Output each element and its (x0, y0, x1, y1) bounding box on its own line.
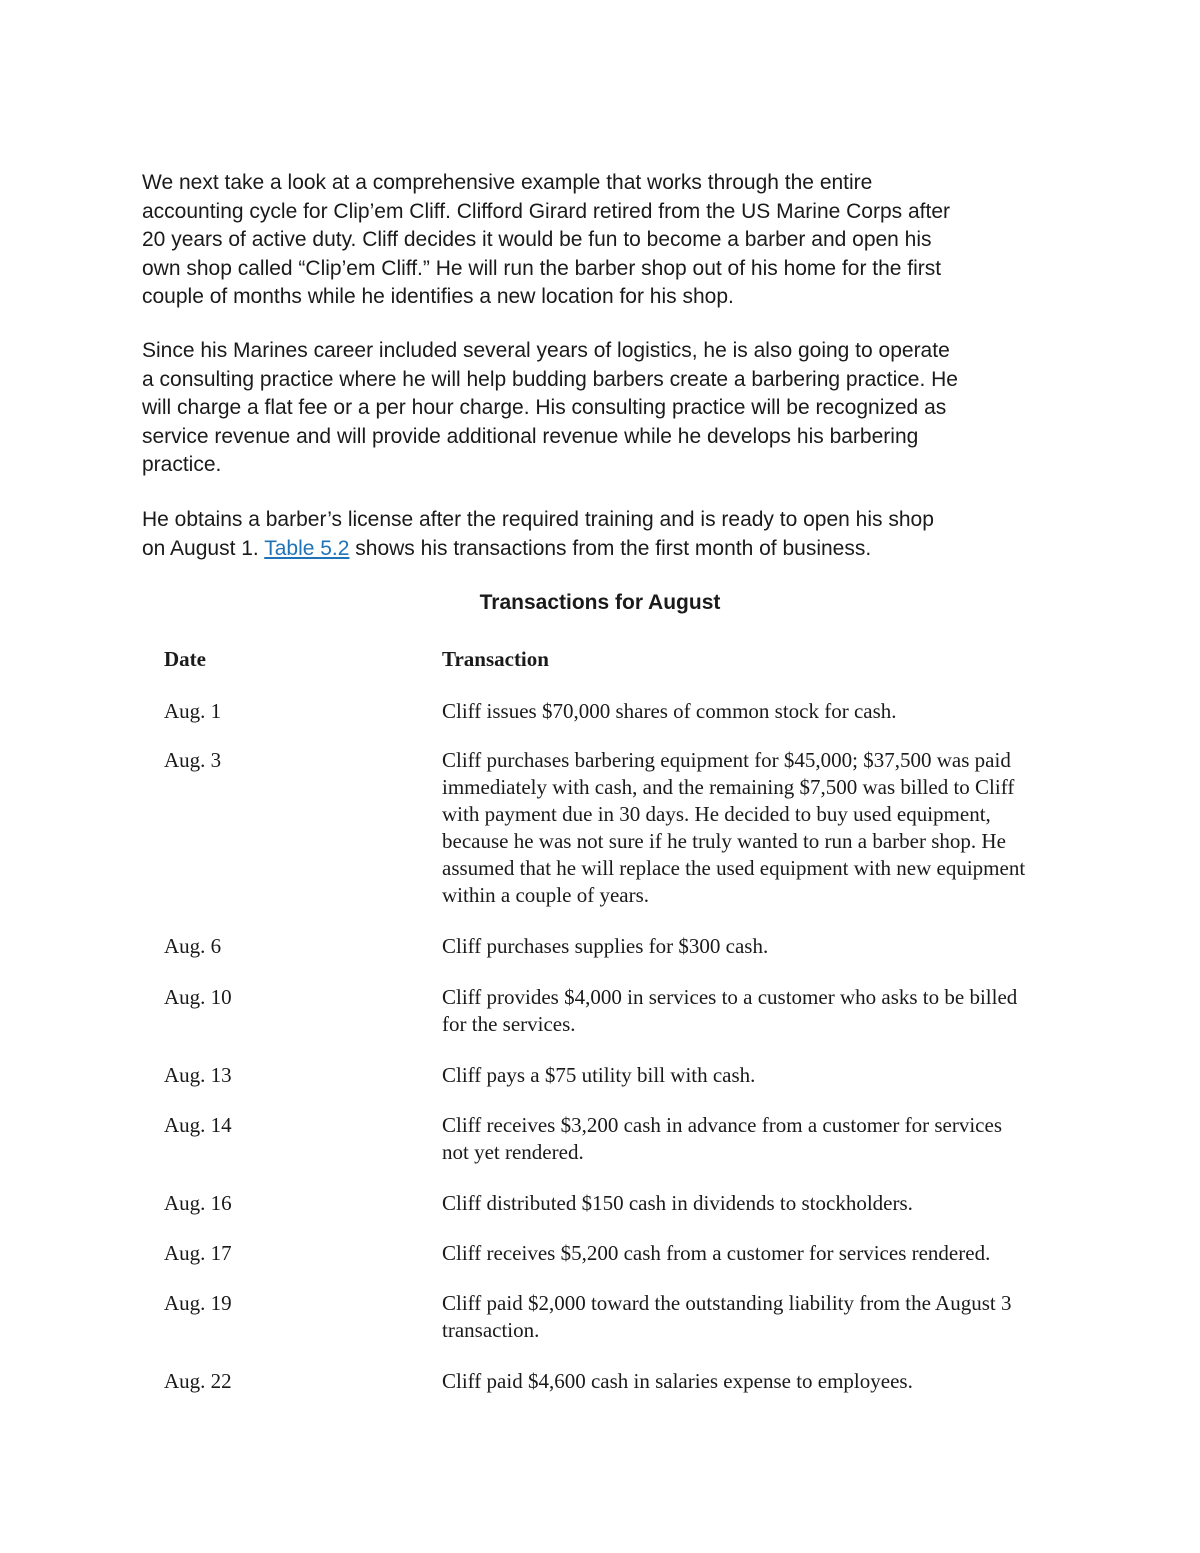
paragraph-line: a consulting practice where he will help budding barbers create a barbering practice. He (142, 367, 958, 391)
transaction-line: transaction. (442, 1318, 540, 1342)
paragraph-line: accounting cycle for Clip’em Cliff. Clifford Girard retired from the US Marine Corps after (142, 199, 951, 223)
transaction-line: with payment due in 30 days. He decided to buy used equipment, (442, 802, 991, 826)
row-transaction (442, 1368, 1122, 1395)
transaction-line: Cliff purchases barbering equipment for $45,000; $37,500 was paid (442, 748, 1011, 772)
transaction-line: Cliff paid $2,000 toward the outstanding liability from the August 3 (442, 1291, 1012, 1315)
row-transaction (442, 1062, 1122, 1089)
transaction-line: immediately with cash, and the remaining $7,500 was billed to Cliff (442, 775, 1015, 799)
row-date: Aug. 6 (164, 934, 222, 958)
row-transaction (442, 1240, 1122, 1267)
column-header-transaction: Transaction (442, 647, 549, 671)
row-date: Aug. 22 (164, 1369, 232, 1393)
transaction-line: within a couple of years. (442, 883, 650, 907)
row-transaction (442, 698, 1122, 725)
paragraph-line: own shop called “Clip’em Cliff.” He will run the barber shop out of his home for the first (142, 256, 942, 280)
intro-paragraph-2 (142, 337, 1082, 480)
row-transaction (442, 1112, 1122, 1166)
transaction-line: for the services. (442, 1012, 576, 1036)
transaction-line: assumed that he will replace the used equipment with new equipment (442, 856, 1026, 880)
row-date: Aug. 3 (164, 748, 222, 772)
column-header-date: Date (164, 647, 206, 671)
paragraph-line: He obtains a barber’s license after the required training and is ready to open his shop (142, 508, 934, 531)
paragraph-line: will charge a flat fee or a per hour charge. His consulting practice will be recognized as (142, 396, 947, 419)
row-date: Aug. 14 (164, 1113, 232, 1137)
transaction-line: not yet rendered. (442, 1140, 584, 1164)
row-date: Aug. 19 (164, 1291, 232, 1315)
row-transaction (442, 933, 1122, 960)
paragraph-line: practice. (142, 453, 222, 476)
paragraph-line: service revenue and will provide additional revenue while he develops his barbering (142, 424, 919, 448)
table-title: Transactions for August (479, 591, 721, 614)
paragraph-line: We next take a look at a comprehensive example that works through the entire (142, 171, 873, 194)
transaction-line: Cliff paid $4,600 cash in salaries expense to employees. (442, 1369, 913, 1393)
paragraph-text: shows his transactions from the first month of business. (349, 536, 872, 560)
transaction-line: Cliff receives $3,200 cash in advance from a customer for services (442, 1113, 1002, 1137)
paragraph-text: on August 1. (142, 536, 265, 560)
row-transaction (442, 1190, 1122, 1217)
intro-paragraph-3 (142, 506, 1082, 563)
row-date: Aug. 1 (164, 699, 222, 723)
transaction-line: Cliff distributed $150 cash in dividends to stockholders. (442, 1191, 913, 1215)
transaction-line: Cliff issues $70,000 shares of common stock for cash. (442, 699, 897, 723)
paragraph-line (142, 535, 1082, 564)
transaction-line: Cliff pays a $75 utility bill with cash. (442, 1063, 756, 1087)
row-transaction (442, 984, 1122, 1038)
intro-paragraph-1 (142, 169, 1082, 312)
paragraph-line: Since his Marines career included several years of logistics, he is also going to operate (142, 339, 950, 362)
paragraph-line: couple of months while he identifies a new location for his shop. (142, 285, 734, 308)
transaction-line: because he was not sure if he truly wanted to run a barber shop. He (442, 829, 1006, 853)
row-transaction (442, 747, 1122, 909)
row-date: Aug. 10 (164, 985, 232, 1009)
row-date: Aug. 13 (164, 1063, 232, 1087)
row-date: Aug. 16 (164, 1191, 232, 1215)
row-transaction (442, 1290, 1122, 1344)
row-date: Aug. 17 (164, 1241, 232, 1265)
transaction-line: Cliff provides $4,000 in services to a customer who asks to be billed (442, 985, 1018, 1009)
paragraph-line: 20 years of active duty. Cliff decides it would be fun to become a barber and open his (142, 228, 932, 251)
table-reference-link[interactable]: Table 5.2 (264, 536, 350, 560)
transaction-line: Cliff receives $5,200 cash from a customer for services rendered. (442, 1241, 991, 1265)
transaction-line: Cliff purchases supplies for $300 cash. (442, 934, 769, 958)
